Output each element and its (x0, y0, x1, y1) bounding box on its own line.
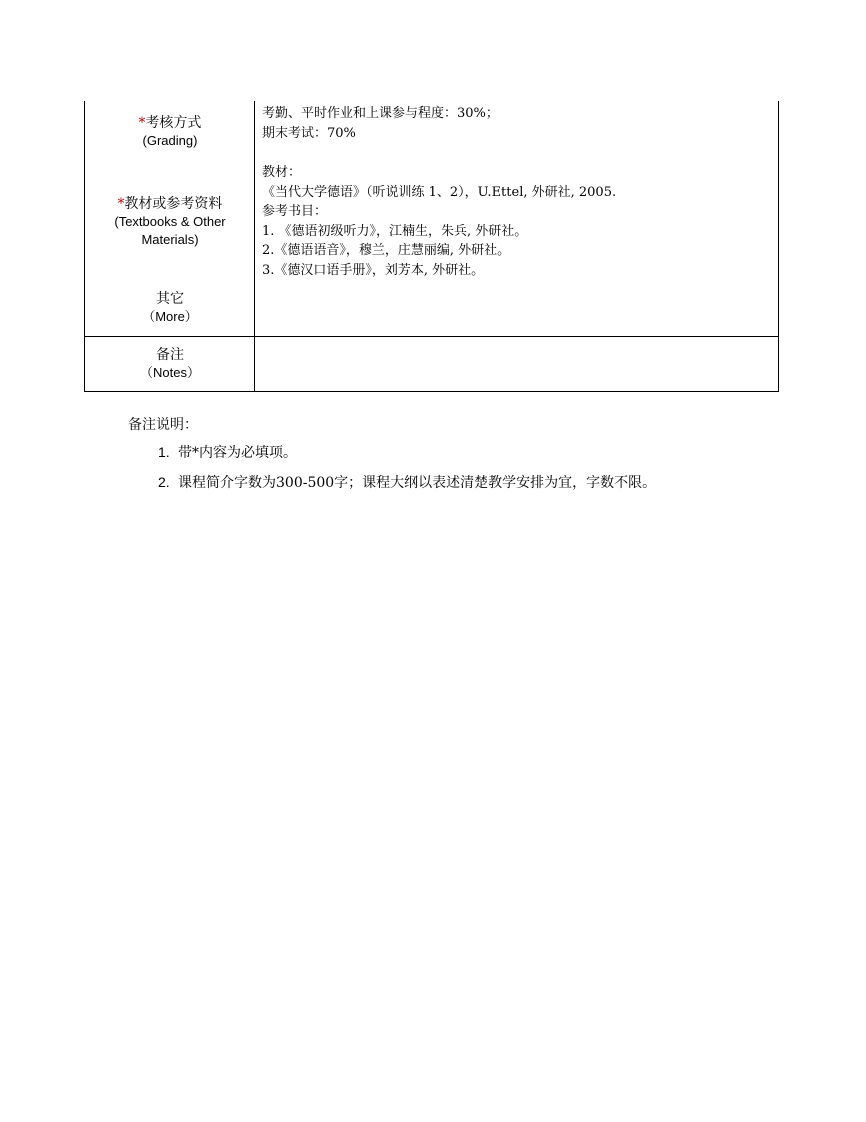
textbook-content: 教材： 《当代大学德语》（听说训练 1、2），U.Ettel, 外研社, 2005. 参考书目： 1. 《德语初级听力》，江楠生，朱兵, 外研社。 2.《德语语音》，穆兰，庄慧丽编, 外研社。 3.《德汉口语手册》，刘芳本, 外研社。 (262, 163, 778, 280)
course-info-table (84, 101, 779, 392)
remarks-list (158, 442, 656, 502)
notes-label: 备注 （Notes） (140, 347, 200, 380)
list-item: 3.《德汉口语手册》，刘芳本, 外研社。 (262, 262, 485, 278)
notes-content-cell (255, 337, 779, 392)
label-cell (85, 337, 255, 392)
table-row (85, 337, 779, 392)
label-cell (85, 101, 255, 337)
required-star: * (138, 115, 146, 131)
list-item: 2. 课程简介字数为300-500字；课程大纲以表述清楚教学安排为宜，字数不限。 (158, 474, 657, 491)
grading-content: 考勤、平时作业和上课参与程度：30%； 期末考试：70% (262, 106, 499, 141)
textbooks-label: *教材或参考资料 (Textbooks & Other Materials) (114, 196, 226, 247)
list-item: 2.《德语语音》，穆兰，庄慧丽编, 外研社。 (262, 243, 511, 258)
content-cell (255, 101, 779, 337)
more-label: 其它 （More） (142, 291, 198, 324)
remarks-title: 备注说明： (128, 417, 198, 433)
list-item: 1. 《德语初级听力》，江楠生，朱兵, 外研社。 (262, 223, 528, 239)
grading-label: *考核方式 (Grading) (138, 115, 202, 148)
list-item: 1. 带*内容为必填项。 (158, 444, 297, 461)
required-star: * (117, 196, 125, 212)
table-row (85, 101, 779, 337)
